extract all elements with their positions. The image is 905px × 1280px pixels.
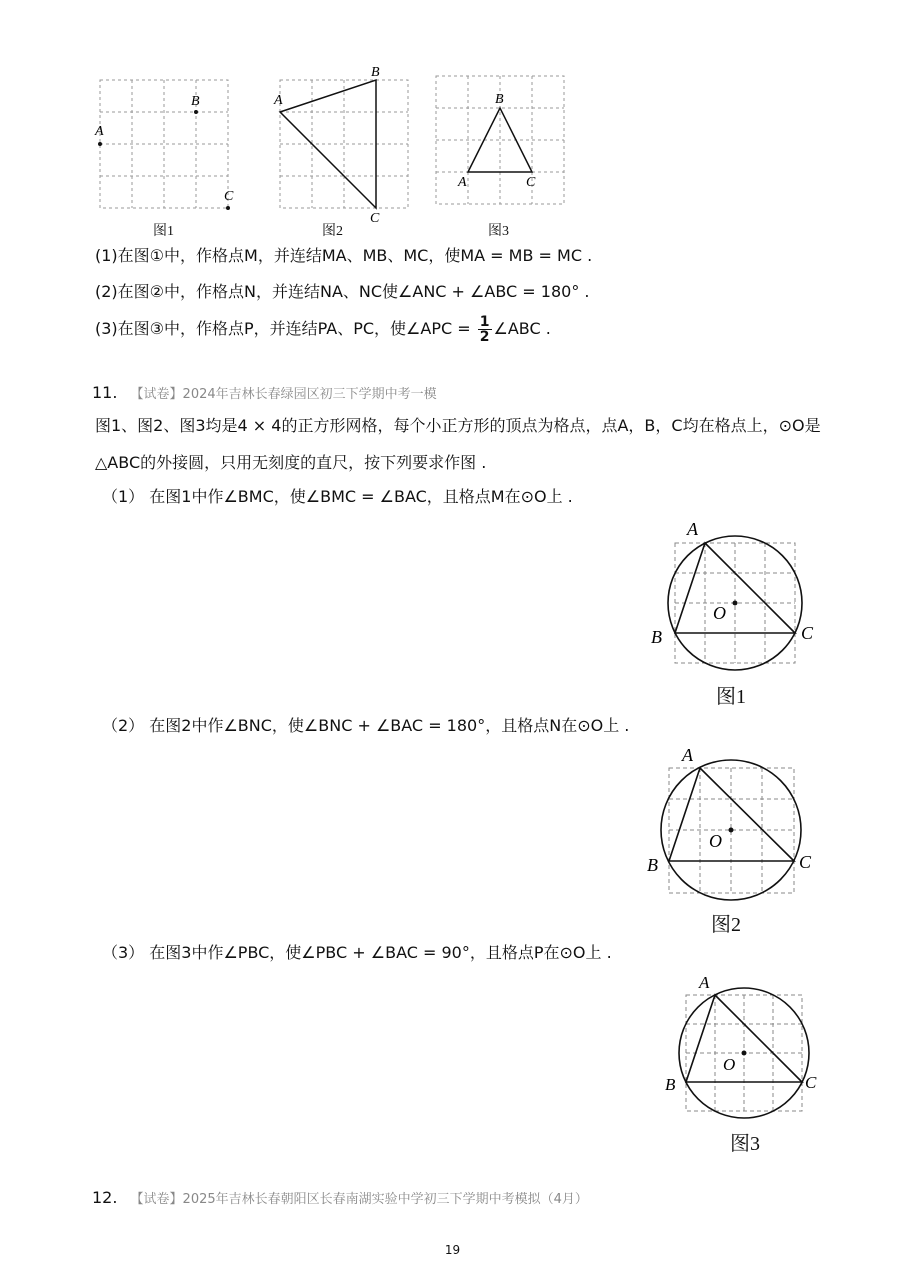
question-number: 12. — [92, 1188, 118, 1207]
point-label-c: C — [799, 852, 812, 872]
point-label-c: C — [370, 211, 380, 226]
fraction-one-half: $\frac{1}{2}$ — [479, 314, 490, 345]
top-figure-3 — [430, 70, 570, 210]
page-number: 19 — [444, 1243, 461, 1257]
circle-figure-1-caption: 图1 — [716, 686, 746, 708]
point-label-c: C — [224, 189, 234, 204]
prev-question-part-3-tail: ∠ABC . — [493, 319, 551, 338]
question-11-stem-line-1: 图1、图2、图3均是4 × 4的正方形网格，每个小正方形的顶点为格点，点A，B，C均在格点上，⊙O是 — [95, 416, 821, 435]
point-label-a: A — [699, 973, 710, 992]
question-11-header — [92, 383, 437, 402]
question-11-stem-line-2: △ABC的外接圆，只用无刻度的直尺，按下列要求作图 . — [95, 453, 487, 472]
point-label-o: O — [723, 1055, 736, 1074]
point-label-c: C — [805, 1073, 817, 1092]
question-12-header — [92, 1188, 588, 1207]
point-label-b: B — [371, 65, 380, 80]
point-label-b: B — [191, 94, 200, 109]
point-label-b: B — [495, 92, 504, 107]
point-label-o: O — [713, 603, 726, 623]
prev-question-part-3 — [95, 315, 551, 344]
question-11-part-1: （1） 在图1中作∠BMC，使∠BMC = ∠BAC，且格点M在⊙O上 . — [102, 487, 573, 506]
circle-figure-2 — [642, 743, 817, 908]
top-figure-3-caption: 图3 — [488, 224, 509, 239]
question-11-part-3: （3） 在图3中作∠PBC，使∠PBC + ∠BAC = 90°，且格点P在⊙O上 . — [102, 943, 612, 962]
point-label-b: B — [647, 855, 658, 875]
top-figure-2-caption: 图2 — [322, 224, 343, 239]
prev-question-part-2: (2)在图②中，作格点N，并连结NA、NC使∠ANC + ∠ABC = 180° . — [95, 282, 590, 301]
point-label-a: A — [682, 745, 693, 765]
point-label-b: B — [651, 627, 662, 647]
circle-figure-3 — [660, 970, 830, 1120]
top-figure-1-caption: 图1 — [153, 224, 174, 239]
point-label-o: O — [709, 831, 722, 851]
prev-question-part-1: (1)在图①中，作格点M，并连结MA、MB、MC，使MA = MB = MC . — [95, 246, 593, 265]
question-number: 11. — [92, 383, 118, 402]
point-label-a: A — [95, 124, 104, 139]
question-11-part-2: （2） 在图2中作∠BNC，使∠BNC + ∠BAC = 180°，且格点N在⊙O上 . — [102, 716, 630, 735]
circle-figure-3-caption: 图3 — [730, 1133, 760, 1155]
question-source: 【试卷】2025年吉林长春朝阳区长春南湖实验中学初三下学期中考模拟（4月） — [130, 1192, 588, 1207]
point-label-a: A — [687, 519, 698, 539]
prev-question-part-3-text: (3)在图③中，作格点P，并连结PA、PC，使∠APC = — [95, 319, 476, 338]
point-label-a: A — [274, 93, 283, 108]
point-label-c: C — [801, 623, 814, 643]
question-source: 【试卷】2024年吉林长春绿园区初三下学期中考一模 — [130, 387, 437, 402]
circle-figure-1 — [645, 515, 820, 680]
top-figure-1 — [92, 70, 242, 230]
circle-figure-2-caption: 图2 — [711, 914, 741, 936]
top-figure-2 — [270, 62, 420, 230]
point-label-a: A — [458, 175, 467, 190]
point-label-b: B — [665, 1075, 676, 1094]
point-label-c: C — [526, 175, 536, 190]
